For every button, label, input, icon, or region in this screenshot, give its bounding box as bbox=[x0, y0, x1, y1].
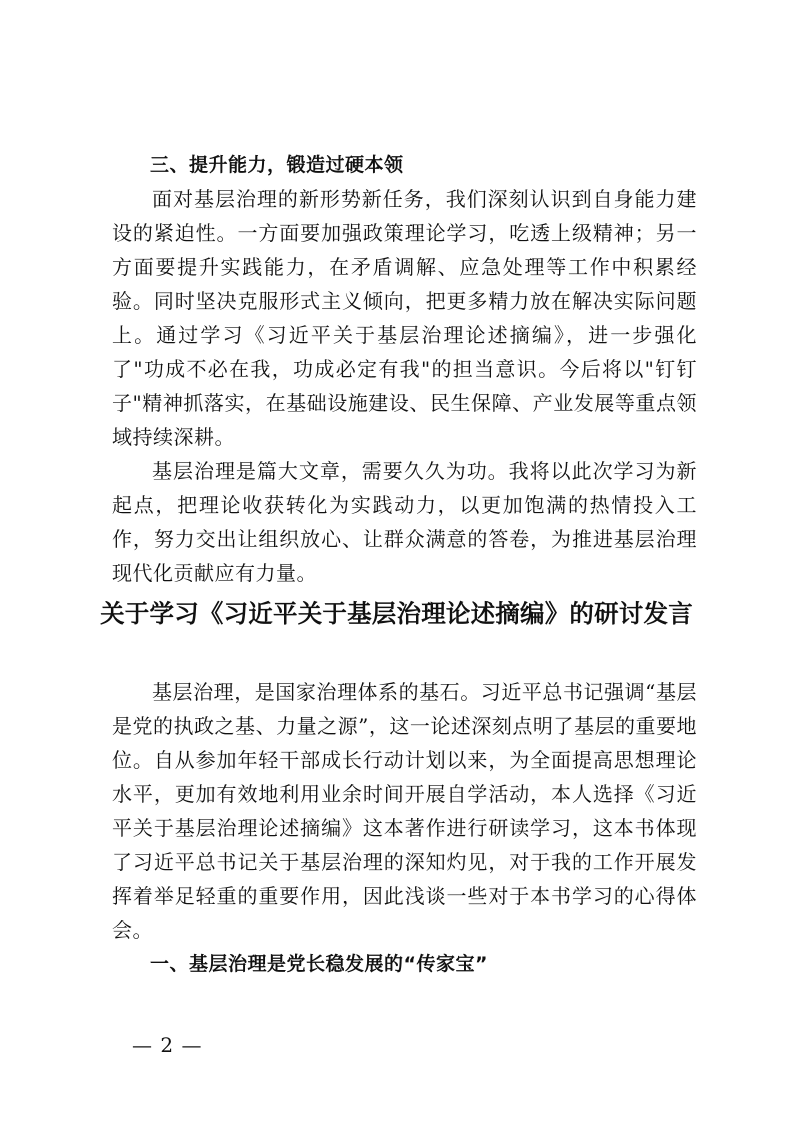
body-paragraph: 面对基层治理的新形势新任务，我们深刻认识到自身能力建设的紧迫性。一方面要加强政策理论学习，吃透上级精神；另一方面要提升实践能力，在矛盾调解、应急处理等工作中积累经验。同时坚决克服形式主义倾向，把更多精力放在解决实际问题上。通过学习《习近平关于基层治理论述摘编》，进一步强化了"功成不必在我，功成必定有我"的担当意识。今后将以"钉钉子"精神抓落实，在基础设施建设、民生保障、产业发展等重点领域持续深耕。 bbox=[112, 187, 697, 449]
section-one bbox=[112, 148, 697, 590]
intro-paragraph: 基层治理，是国家治理体系的基石。习近平总书记强调“基层是党的执政之基、力量之源”，这一论述深刻点明了基层的重要地位。自从参加年轻干部成长行动计划以来，为全面提高思想理论水平，更加有效地利用业余时间开展自学活动，本人选择《习近平关于基层治理论述摘编》这本著作进行研读学习，这本书体现了习近平总书记关于基层治理的深知灼见，对于我的工作开展发挥着举足轻重的重要作用，因此浅谈一些对于本书学习的心得体会。 bbox=[112, 680, 697, 942]
subheading: 一、基层治理是党长稳发展的“传家宝” bbox=[150, 953, 488, 975]
body-paragraph: 基层治理是篇大文章，需要久久为功。我将以此次学习为新起点，把理论收获转化为实践动力，以更加饱满的热情投入工作，努力交出让组织放心、让群众满意的答卷，为推进基层治理现代化贡献应有力量。 bbox=[112, 459, 697, 585]
section-heading: 三、提升能力，锻造过硬本领 bbox=[150, 154, 404, 176]
article-body bbox=[112, 675, 697, 981]
page-number: — 2 — bbox=[132, 1033, 203, 1057]
article-title: 关于学习《习近平关于基层治理论述摘编》的研讨发言 bbox=[100, 599, 693, 628]
